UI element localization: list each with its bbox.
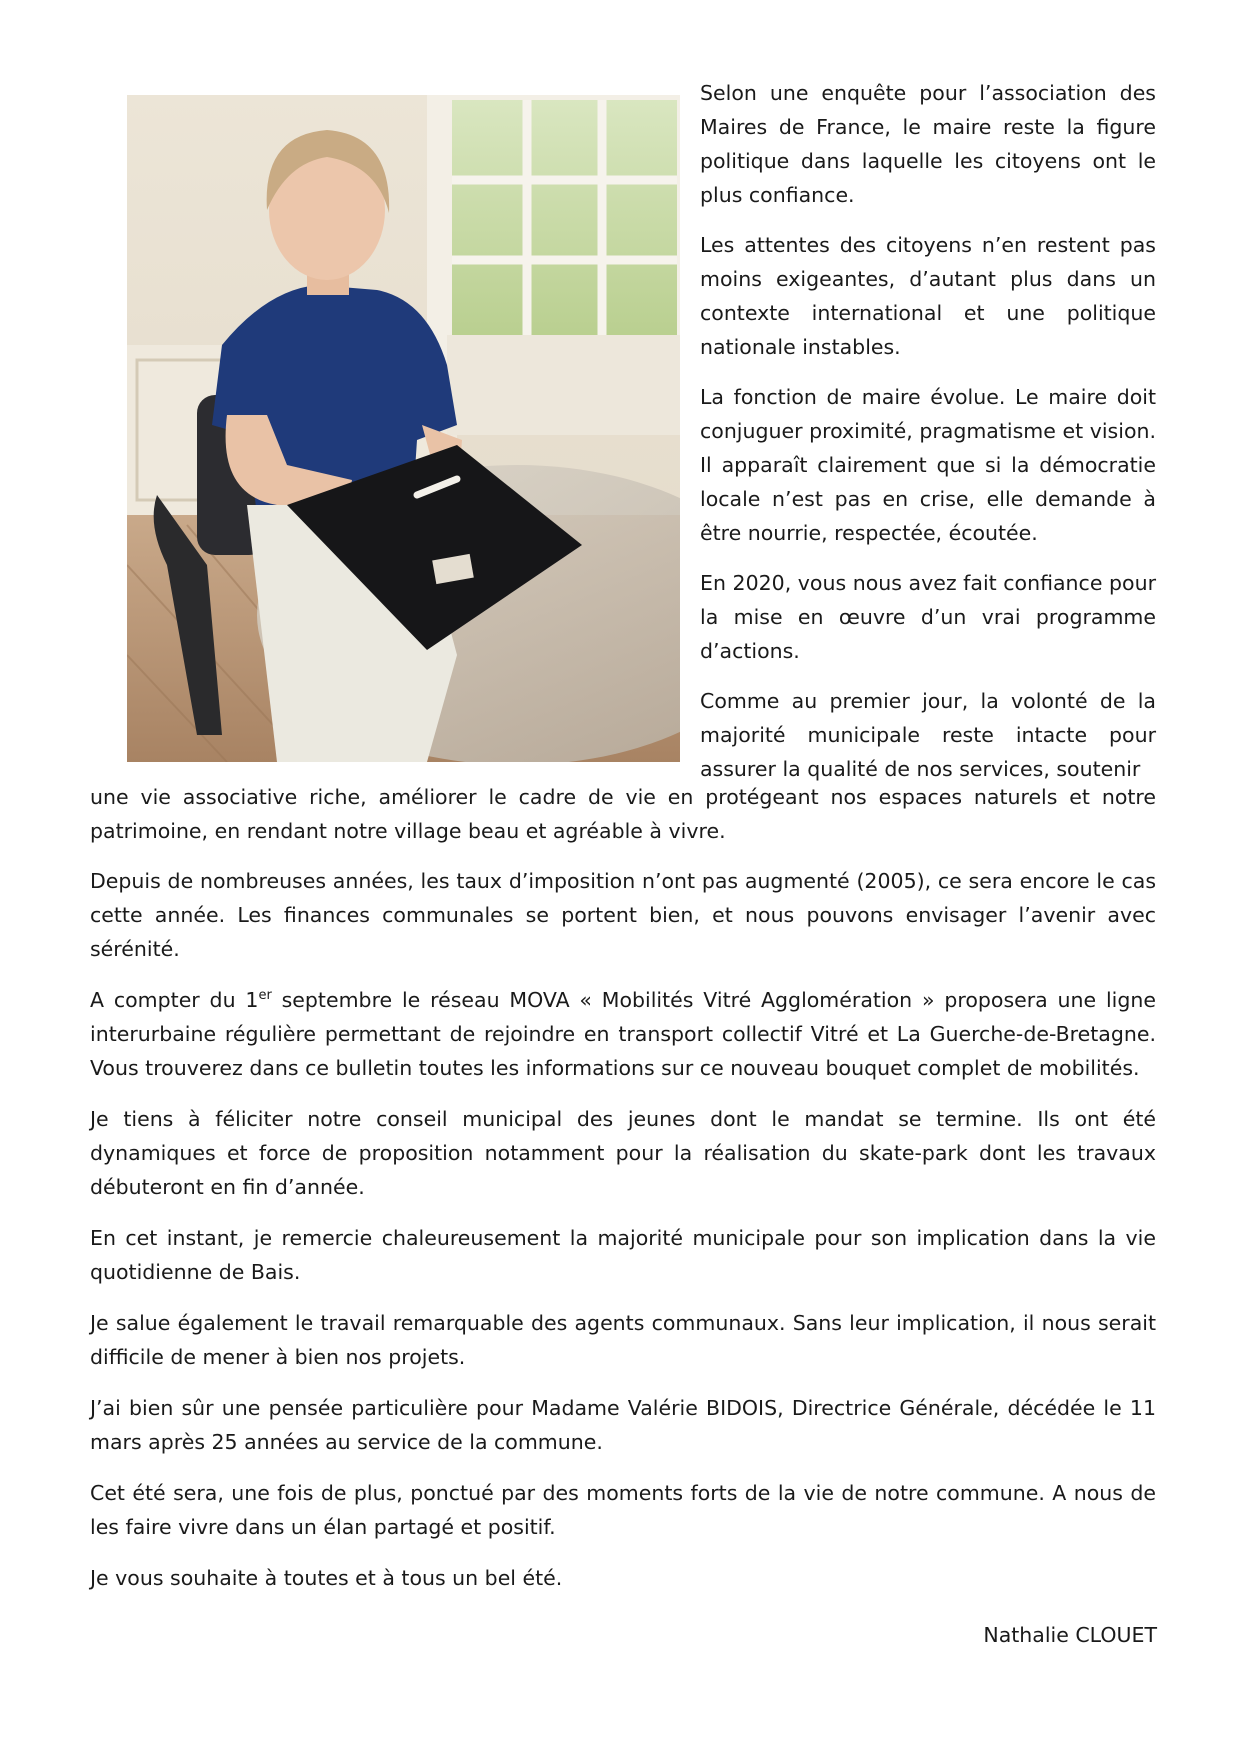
paragraph: Cet été sera, une fois de plus, ponctué par des moments forts de la vie de notre commune. A nous de les faire vivre dans un élan partagé et positif. — [90, 1481, 1156, 1539]
paragraph: Je tiens à féliciter notre conseil municipal des jeunes dont le mandat se termine. Ils ont été dynamiques et force de proposition notamment pour la réalisation du skate-park dont les travaux débuteront en fin d’année. — [90, 1107, 1156, 1199]
main-body-text — [90, 864, 1156, 1612]
paragraph-continuation: une vie associative riche, améliorer le cadre de vie en protégeant nos espaces naturels et notre patrimoine, en rendant notre village beau et agréable à vivre. — [90, 785, 1156, 843]
superscript: er — [258, 988, 272, 1004]
paragraph: En 2020, vous nous avez fait confiance pour la mise en œuvre d’un vrai programme d’actions. — [700, 571, 1156, 663]
signature: Nathalie CLOUET — [983, 1623, 1157, 1647]
text-run: septembre le réseau MOVA « Mobilités Vitré Agglomération » proposera une ligne interurbaine régulière permettant de rejoindre en transport collectif Vitré et La Guerche-de-Bretagne. Vous trouverez dans ce bulletin toutes les informations sur ce nouveau bouquet complet de mobilités. — [90, 988, 1156, 1080]
paragraph: Comme au premier jour, la volonté de la majorité municipale reste intacte pour assurer la qualité de nos services, soutenir — [700, 689, 1156, 781]
paragraph: Selon une enquête pour l’association des Maires de France, le maire reste la figure politique dans laquelle les citoyens ont le plus confiance. — [700, 81, 1156, 207]
paragraph: Je vous souhaite à toutes et à tous un bel été. — [90, 1566, 563, 1590]
paragraph — [90, 983, 1156, 1085]
paragraph: Je salue également le travail remarquable des agents communaux. Sans leur implication, il nous serait difficile de mener à bien nos projets. — [90, 1311, 1156, 1369]
portrait-illustration — [127, 95, 680, 762]
paragraph: Depuis de nombreuses années, les taux d’imposition n’ont pas augmenté (2005), ce sera encore le cas cette année. Les finances communales se portent bien, et nous pouvons envisager l’avenir avec sérénité. — [90, 869, 1156, 961]
right-column-text — [700, 76, 1156, 786]
portrait-photo — [127, 95, 680, 762]
paragraph: J’ai bien sûr une pensée particulière pour Madame Valérie BIDOIS, Directrice Générale, décédée le 11 mars après 25 années au service de la commune. — [90, 1396, 1156, 1454]
text-run: A compter du 1 — [90, 988, 259, 1012]
paragraph: Les attentes des citoyens n’en restent pas moins exigeantes, d’autant plus dans un contexte international et une politique nationale instables. — [700, 233, 1156, 359]
paragraph: En cet instant, je remercie chaleureusement la majorité municipale pour son implication dans la vie quotidienne de Bais. — [90, 1226, 1156, 1284]
paragraph: La fonction de maire évolue. Le maire doit conjuguer proximité, pragmatisme et vision. Il apparaît clairement que si la démocratie locale n’est pas en crise, elle demande à être nourrie, respectée, écoutée. — [700, 385, 1156, 545]
